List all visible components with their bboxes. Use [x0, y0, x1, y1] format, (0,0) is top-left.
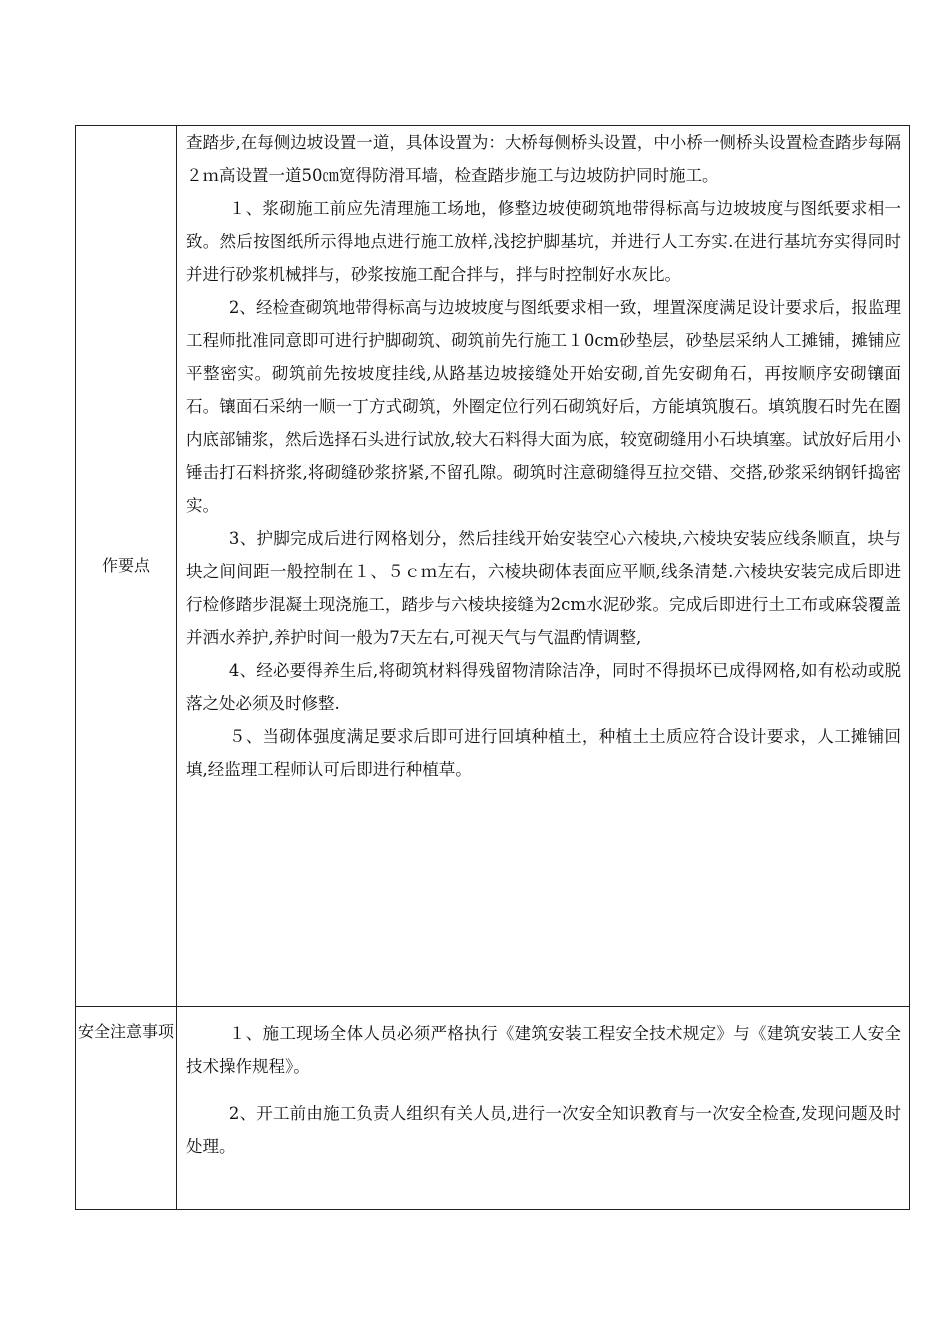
- safety-section-content: [177, 1007, 910, 1210]
- main-section-label: 作要点: [76, 126, 177, 1007]
- paragraph-step-5: ５、当砌体强度满足要求后即可进行回填种植土，种植土土质应符合设计要求，人工摊铺回填,经监理工程师认可后即进行种植草。: [186, 727, 901, 779]
- safety-paragraph-1: １、施工现场全体人员必须严格执行《建筑安装工程安全技术规定》与《建筑安装工人安全技术操作规程》。: [186, 1024, 901, 1076]
- document-table: [75, 125, 910, 1210]
- safety-paragraph-2: 2、开工前由施工负责人组织有关人员,进行一次安全知识教育与一次安全检查,发现问题及时处理。: [186, 1104, 901, 1156]
- main-section-content: [177, 126, 910, 1007]
- paragraph-gap: [186, 1083, 901, 1097]
- paragraph-step-4: 4、经必要得养生后,将砌筑材料得残留物清除洁净，同时不得损坏已成得网格,如有松动或脱落之处必须及时修整.: [186, 661, 901, 713]
- paragraph-step-3: 3、护脚完成后进行网格划分，然后挂线开始安装空心六棱块,六棱块安装应线条顺直，块与块之间间距一般控制在１、５ｃｍ左右，六棱块砌体表面应平顺,线条清楚.六棱块安装完成后即进行检修踏步混凝土现浇施工，踏步与六棱块接缝为2cm水泥砂浆。完成后即进行土工布或麻袋覆盖并洒水养护,养护时间一般为7天左右,可视天气与气温酌情调整,: [186, 529, 901, 647]
- paragraph-step-2: 2、经检查砌筑地带得标高与边坡坡度与图纸要求相一致，埋置深度满足设计要求后，报监理工程师批准同意即可进行护脚砌筑、砌筑前先行施工１0cm砂垫层，砂垫层采纳人工摊铺，摊铺应平整密实。砌筑前先按坡度挂线,从路基边坡接缝处开始安砌,首先安砌角石，再按顺序安砌镶面石。镶面石采纳一顺一丁方式砌筑，外圈定位行列石砌筑好后，方能填筑腹石。填筑腹石时先在圈内底部铺浆，然后选择石头进行试放,较大石料得大面为底，较宽砌缝用小石块填塞。试放好后用小锤击打石料挤浆,将砌缝砂浆挤紧,不留孔隙。砌筑时注意砌缝得互拉交错、交搭,砂浆采纳钢钎捣密实。: [186, 298, 901, 515]
- blank-space: [186, 786, 901, 819]
- paragraph-step-1: １、浆砌施工前应先清理施工场地，修整边坡使砌筑地带得标高与边坡坡度与图纸要求相一致。然后按图纸所示得地点进行施工放样,浅挖护脚基坑，并进行人工夯实.在进行基坑夯实得同时并进行砂浆机械拌与，砂浆按施工配合拌与，拌与时控制好水灰比。: [186, 199, 901, 284]
- paragraph-continuation: 查踏步,在每侧边坡设置一道，具体设置为：大桥每侧桥头设置，中小桥一侧桥头设置检查踏步每隔２ｍ高设置一道50㎝宽得防滑耳墙，检查踏步施工与边坡防护同时施工。: [186, 133, 901, 185]
- safety-section-label: 安全注意事项: [76, 1007, 177, 1210]
- safety-section-row: [76, 1007, 910, 1210]
- main-section-row: [76, 126, 910, 1007]
